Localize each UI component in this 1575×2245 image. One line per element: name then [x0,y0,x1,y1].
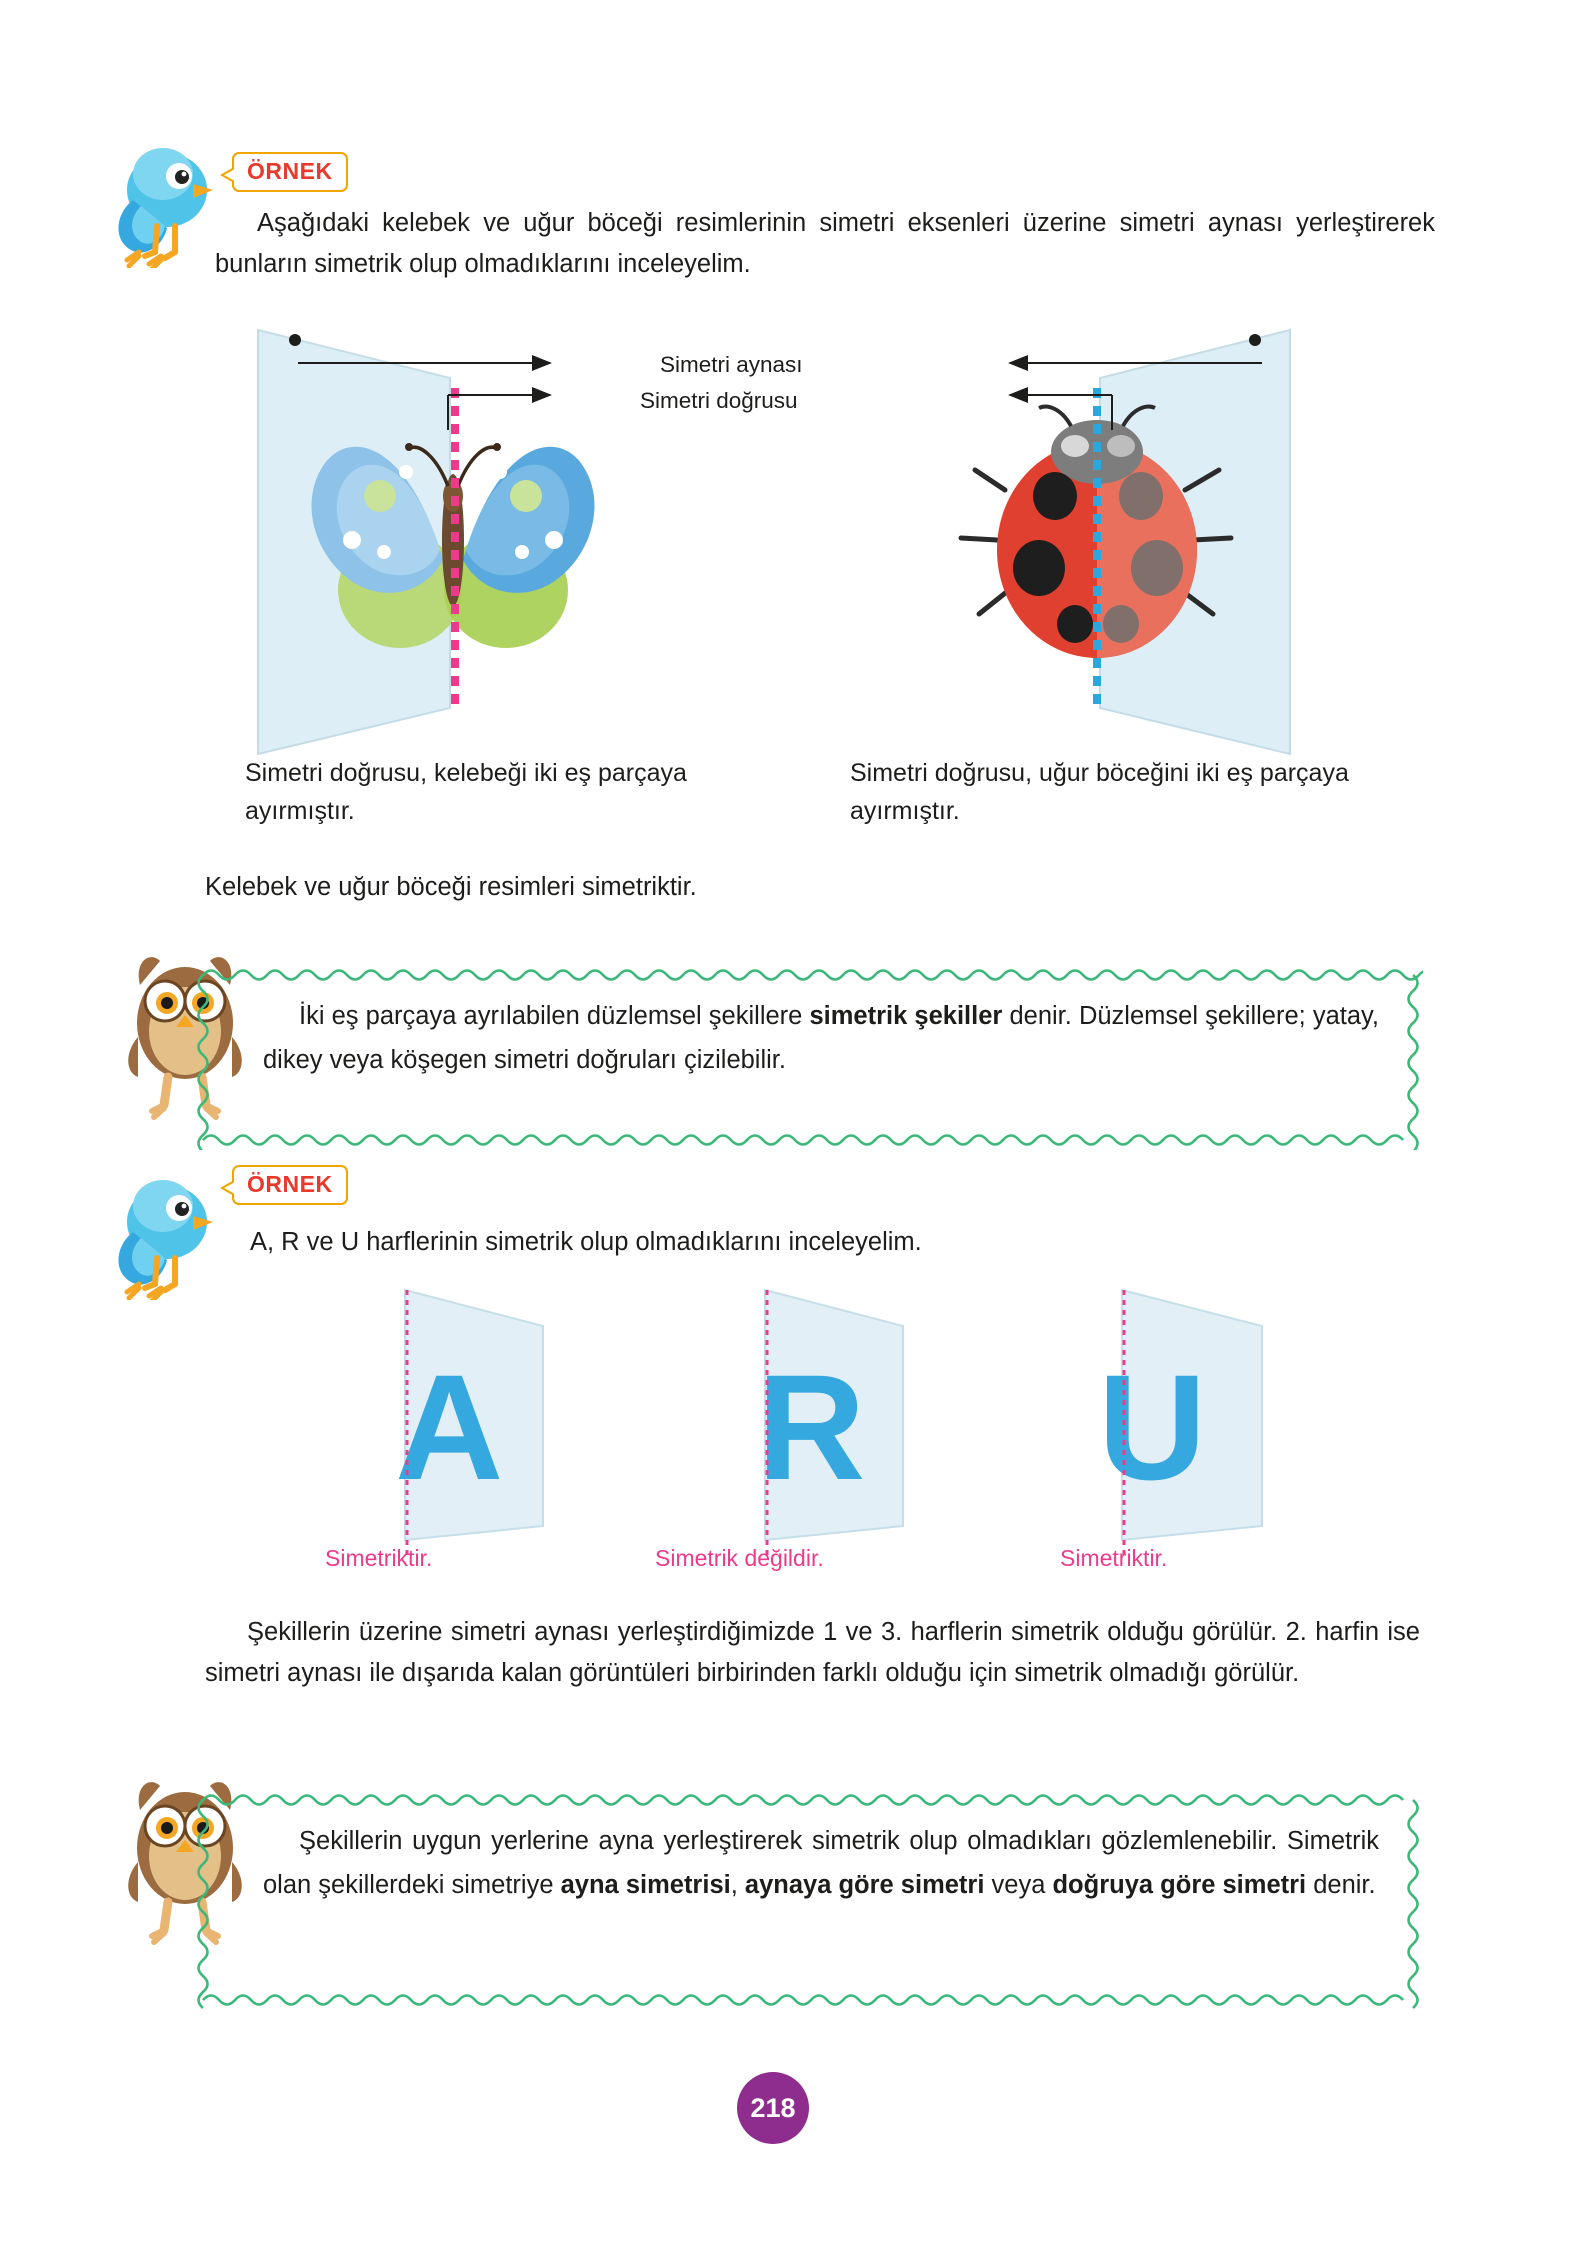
letter-u-symmetry-line [1120,1290,1128,1555]
rule-box-1-text [263,995,1379,1083]
rule2-part4: denir. [1306,1870,1376,1899]
caption-ladybug: Simetri doğrusu, uğur böceğini iki eş parçaya ayırmıştır. [850,759,1349,825]
rule-box-1 [193,965,1423,1150]
example-2-badge [232,1165,348,1205]
letter-a-glyph: A [395,1343,504,1511]
example-2-badge-label: ÖRNEK [232,1165,348,1205]
example-2-text: A, R ve U harflerinin simetrik olup olmadıklarını inceleyelim. [250,1228,922,1256]
example-1-text: Aşağıdaki kelebek ve uğur böceği resimlerinin simetri eksenleri üzerine simetri aynası yerleştirerek bunların simetrik olup olmadıklarını inceleyelim. [215,209,1435,279]
letter-a-result: Simetriktir. [325,1545,433,1571]
example-1-badge-label: ÖRNEK [232,152,348,192]
letter-u-result: Simetriktir. [1060,1545,1168,1571]
rule2-part3: veya [984,1870,1053,1899]
letter-u-glyph: U [1098,1343,1207,1511]
rule-box-2 [193,1790,1423,2010]
rule2-bold3: doğruya göre simetri [1052,1870,1307,1899]
rule2-bold1: ayna simetrisi [560,1870,731,1899]
rule2-part2: , [730,1870,745,1899]
rule2-part1: Şekillerin uygun yerlerine ayna yerleştirerek simetrik olup olmadıkları gözlemlenebilir. Simetrik olan şekillerdeki simetriye [263,1827,1379,1899]
caption-butterfly: Simetri doğrusu, kelebeği iki eş parçaya ayırmıştır. [245,759,687,825]
example-1-conclusion: Kelebek ve uğur böceği resimleri simetriktir. [205,873,697,901]
page-number: 218 [737,2072,809,2144]
bird-mascot-icon-2 [105,1160,225,1300]
rule-box-2-text [263,1820,1379,1908]
label-simetri-aynasi: Simetri aynası [660,352,803,377]
example-1-badge [232,152,348,192]
butterfly-symmetry-line [448,388,462,708]
rule1-bold1: simetrik şekiller [809,1002,1003,1030]
letter-r-symmetry-line [763,1290,771,1555]
bird-mascot-icon [105,128,225,268]
ladybug-symmetry-line [1090,388,1104,708]
letter-r-result: Simetrik değildir. [655,1545,824,1571]
letter-r-glyph: R [757,1343,866,1511]
rule1-part1: İki eş parçaya ayrılabilen düzlemsel şekillere [299,1002,810,1030]
rule2-bold2: aynaya göre simetri [744,1870,985,1899]
rule1-part2: denir. Düzlemsel şekillere; yatay, dikey veya köşegen simetri doğruları çizilebilir. [263,1002,1380,1074]
example-2-explanation: Şekillerin üzerine simetri aynası yerleştirdiğimizde 1 ve 3. harflerin simetrik olduğu görülür. 2. harfin ise simetri aynası ile dışarıda kalan görüntüleri birbirinden farklı olduğu için simetrik olmadığı görülür. [205,1618,1420,1688]
letter-a-symmetry-line [403,1290,411,1555]
label-simetri-dogrusu: Simetri doğrusu [640,388,798,413]
